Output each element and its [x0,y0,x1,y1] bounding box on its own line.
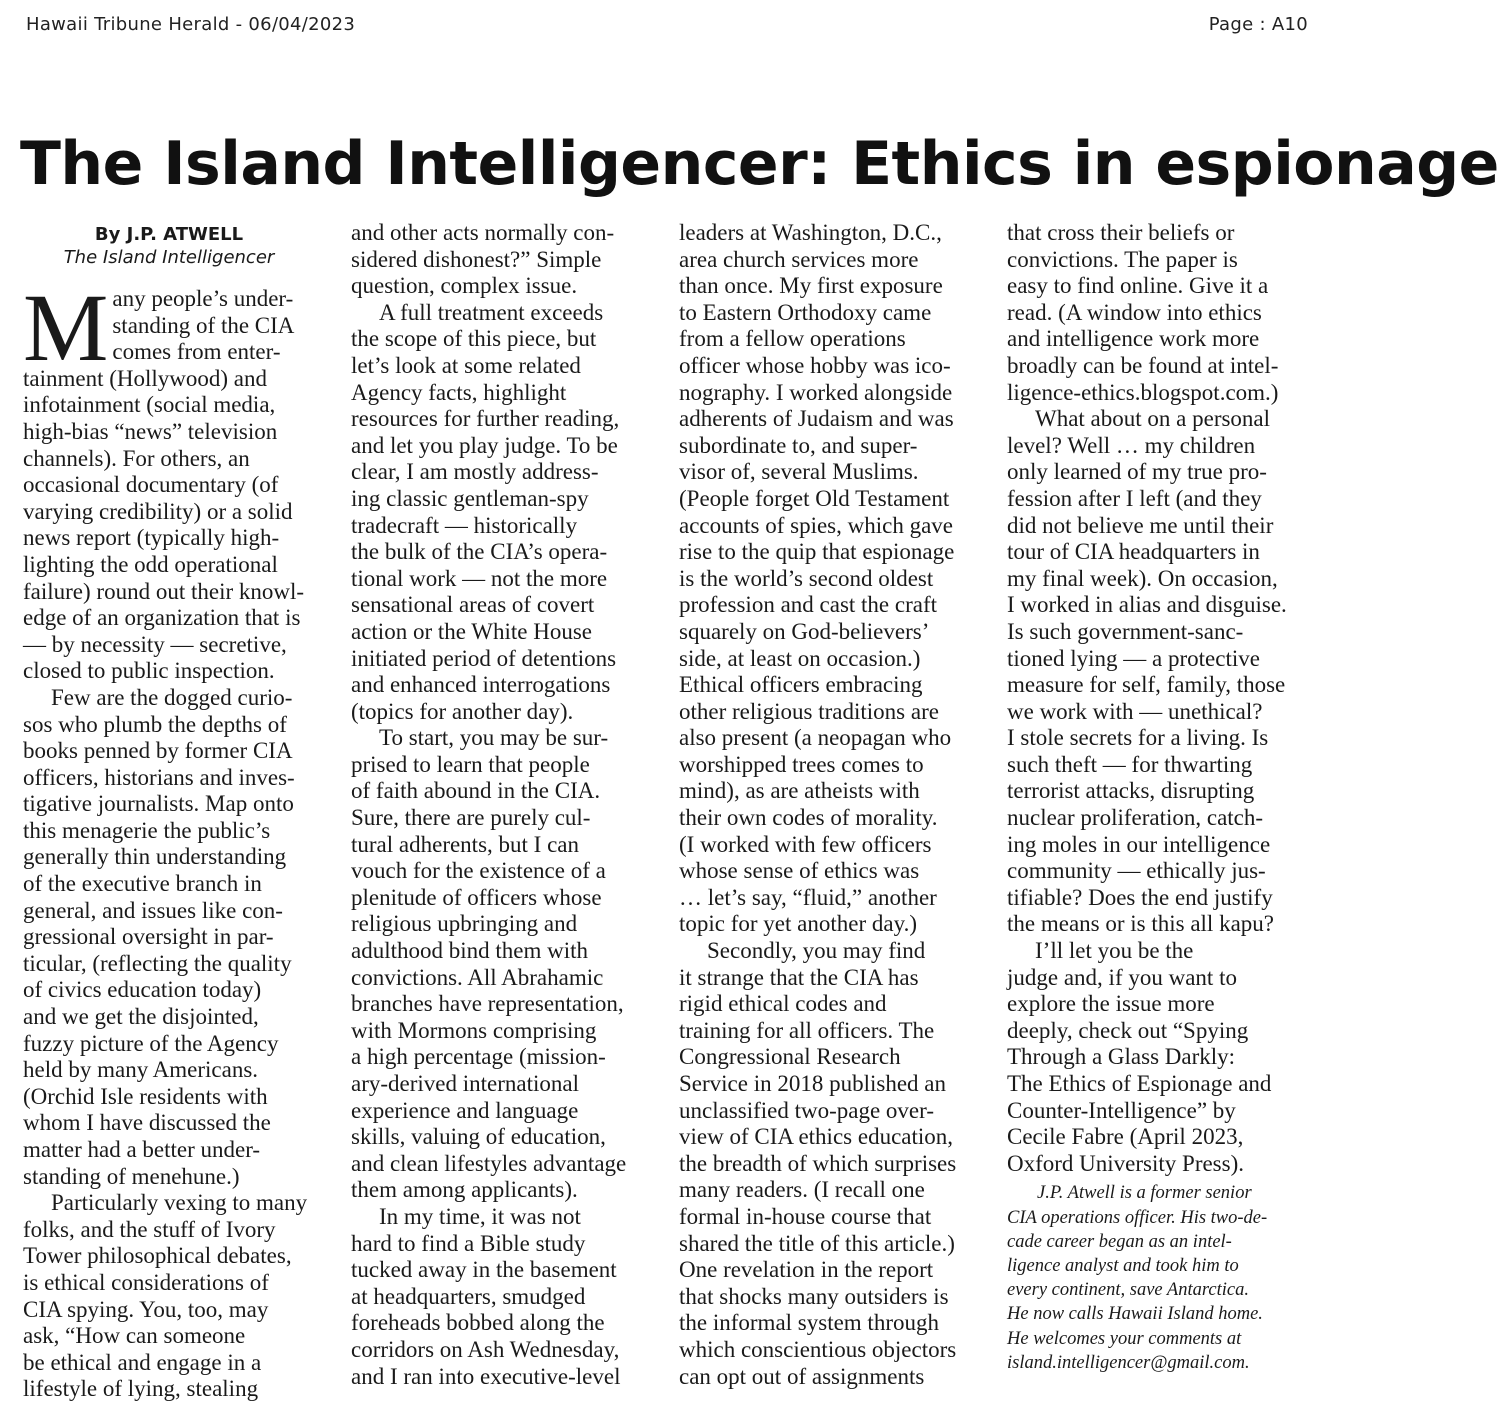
text-line: I stole secrets for a living. Is [1007,725,1269,751]
text-line: worshipped trees comes to [679,751,924,777]
text-line: explore the issue more [1007,991,1215,1017]
text-line: view of CIA ethics education, [679,1124,954,1150]
text-line: (topics for another day). [351,698,574,724]
text-line: to Eastern Orthodoxy came [679,299,932,325]
text-line: the informal system through [679,1310,939,1336]
text-line: failure) round out their knowl- [23,578,305,604]
text-line: side, at least on occasion.) [679,645,921,671]
text-line: occasional documentary (of [23,472,279,498]
text-line: tour of CIA headquarters in [1007,539,1260,565]
text-line: shared the title of this article.) [679,1230,955,1256]
text-line: adherents of Judaism and was [679,406,954,432]
text-line: rise to the quip that espionage [679,539,955,565]
text-line: many readers. (I recall one [679,1177,925,1203]
text-line: is ethical considerations of [23,1269,269,1295]
author-bio [1007,1181,1319,1375]
text-line: visor of, several Muslims. [679,459,919,485]
text-line: lighting the odd operational [23,551,278,577]
text-line: with Mormons comprising [351,1017,597,1043]
text-line: corridors on Ash Wednesday, [351,1336,620,1362]
text-line: matter had a better under- [23,1137,261,1162]
text-line: read. (A window into ethics [1007,299,1262,325]
text-line: vouch for the existence of a [351,858,606,884]
text-line: foreheads bobbed along the [351,1310,605,1336]
text-line: I’ll let you be the [1035,938,1194,964]
text-line: In my time, it was not [379,1203,581,1229]
text-line: convictions. All Abrahamic [351,964,604,990]
text-line: accounts of spies, which gave [679,512,954,538]
text-line: of faith abound in the CIA. [351,778,601,804]
drop-cap: M [23,274,109,381]
text-line: community — ethically jus- [1007,858,1266,884]
text-line: Particularly vexing to many [51,1190,308,1216]
text-line: Few are the dogged curio- [51,684,293,710]
text-line: and I ran into executive-level [351,1363,621,1389]
text-line: The Ethics of Espionage and [1007,1071,1272,1096]
bio-line: cade career began as an intel- [1007,1231,1232,1252]
text-line: sos who plumb the depths of [23,711,287,737]
text-line: the breadth of which surprises [679,1150,957,1176]
text-line: action or the White House [351,618,593,644]
page-number: Page : A10 [1208,14,1308,35]
text-line: clear, I am mostly address- [351,459,599,485]
text-line: ligence-ethics.blogspot.com.) [1007,379,1279,405]
text-line: topic for yet another day.) [679,911,917,937]
text-line: resources for further reading, [351,406,620,432]
text-line: and we get the disjointed, [23,1004,259,1030]
text-line: ticular, (reflecting the quality [23,950,292,976]
text-line: ask, “How can someone [23,1323,246,1349]
text-line: sidered dishonest?” Simple [351,246,602,272]
text-line: area church services more [679,246,919,272]
text-line: the scope of this piece, but [351,326,597,352]
text-line: — by necessity — secretive, [23,631,287,657]
text-line: general, and issues like con- [23,897,283,923]
text-line: news report (typically high- [23,525,280,551]
text-line: formal in-house course that [679,1203,932,1229]
text-line: ary-derived international [351,1071,579,1096]
text-line: easy to find online. Give it a [1007,273,1269,299]
text-line: Cecile Fabre (April 2023, [1007,1124,1244,1150]
text-line: high-bias “news” television [23,418,278,444]
text-line: (I worked with few officers [679,831,932,857]
text-line: their own codes of morality. [679,805,938,831]
text-line: and let you play judge. To be [351,432,618,458]
text-line: CIA spying. You, too, may [23,1296,269,1322]
text-line: What about on a personal [1035,406,1271,432]
text-line: other religious traditions are [679,698,939,724]
text-line: from a fellow operations [679,326,906,352]
text-line: edge of an organization that is [23,605,301,631]
text-line: initiated period of detentions [351,645,617,671]
column-1 [23,220,335,1403]
text-line: training for all officers. The [679,1017,935,1043]
publication-header: Hawaii Tribune Herald - 06/04/2023 [26,14,356,35]
text-line: Oxford University Press). [1007,1150,1244,1176]
text-line: Congressional Research [679,1044,901,1070]
text-line: did not believe me until their [1007,512,1274,538]
text-line: Is such government-sanc- [1007,618,1244,644]
text-line: skills, valuing of education, [351,1124,606,1150]
text-line: unclassified two-page over- [679,1097,934,1123]
text-line: branches have representation, [351,991,624,1017]
text-line: religious upbringing and [351,911,578,937]
text-line: we work with — unethical? [1007,698,1263,724]
text-line: convictions. The paper is [1007,246,1238,272]
text-line: tigative journalists. Map onto [23,791,294,817]
text-line: I worked in alias and disguise. [1007,592,1287,618]
bio-line: every continent, save Antarctica. [1007,1280,1249,1301]
text-line: ing moles in our intelligence [1007,831,1271,857]
text-line: (People forget Old Testament [679,485,950,511]
text-line: a high percentage (mission- [351,1044,606,1070]
text-line: judge and, if you want to [1007,964,1237,990]
text-line: measure for self, family, those [1007,672,1286,698]
column-2 [351,220,663,1390]
text-line: which conscientious objectors [679,1336,957,1362]
text-line: ing classic gentleman-spy [351,485,589,511]
text-line: lifestyle of lying, stealing [23,1376,259,1402]
text-line: tural adherents, but I can [351,831,579,857]
text-line: nography. I worked alongside [679,379,953,405]
text-line: Service in 2018 published an [679,1071,947,1096]
text-line: subordinate to, and super- [679,432,918,458]
text-line: (Orchid Isle residents with [23,1083,268,1109]
text-line: my final week). On occasion, [1007,565,1278,591]
text-line: profession and cast the craft [679,592,938,618]
text-line: whose sense of ethics was [679,858,920,884]
bio-line: He now calls Hawaii Island home. [1007,1304,1263,1325]
text-line: this menagerie the public’s [23,817,271,843]
text-line: of civics education today) [23,977,262,1003]
text-line: generally thin understanding [23,844,287,870]
bio-line: CIA operations officer. His two-de- [1007,1207,1268,1228]
text-line: A full treatment exceeds [379,299,604,325]
text-line: Counter-Intelligence” by [1007,1097,1236,1123]
text-line: level? Well … my children [1007,432,1256,458]
text-line: fuzzy picture of the Agency [23,1030,279,1056]
text-line: One revelation in the report [679,1257,934,1283]
text-line: and other acts normally con- [351,220,615,245]
text-line: officer whose hobby was ico- [679,352,951,378]
text-line: officers, historians and inves- [23,764,295,790]
text-line: Ethical officers embracing [679,672,923,698]
text-line: can opt out of assignments [679,1363,925,1389]
text-line: closed to public inspection. [23,658,275,684]
bio-line: island.intelligencer@gmail.com. [1007,1352,1250,1373]
text-line: rigid ethical codes and [679,991,887,1017]
text-line: sensational areas of covert [351,592,595,618]
text-line: and clean lifestyles advantage [351,1150,627,1176]
text-line: such theft — for thwarting [1007,751,1253,777]
text-line: held by many Americans. [23,1057,259,1083]
article-headline: The Island Intelligencer: Ethics in espionage [20,129,1499,199]
text-line: nuclear proliferation, catch- [1007,805,1264,831]
text-line: them among applicants). [351,1177,578,1203]
text-line: that shocks many outsiders is [679,1283,949,1309]
text-line: hard to find a Bible study [351,1230,586,1256]
text-line: of the executive branch in [23,871,262,897]
text-line: Agency facts, highlight [351,379,567,405]
text-line: terrorist attacks, disrupting [1007,778,1255,804]
text-line: tifiable? Does the end justify [1007,884,1273,910]
bio-line: ligence analyst and took him to [1007,1255,1239,1276]
text-line: books penned by former CIA [23,738,293,764]
text-line: leaders at Washington, D.C., [679,220,942,245]
text-line: varying credibility) or a solid [23,498,293,524]
text-line: and enhanced interrogations [351,672,611,698]
text-line: any people’s under- [112,286,294,311]
text-line: question, complex issue. [351,273,578,299]
text-line: adulthood bind them with [351,938,589,964]
text-line: broadly can be found at intel- [1007,352,1279,378]
byline-outlet: The Island Intelligencer [63,247,275,268]
text-line: comes from enter- [112,339,281,365]
text-line: Tower philosophical debates, [23,1243,292,1269]
text-line: tainment (Hollywood) and [23,365,268,391]
text-line: Through a Glass Darkly: [1007,1044,1236,1070]
text-line: tucked away in the basement [351,1257,617,1283]
text-line: let’s look at some related [351,352,581,378]
text-line: is the world’s second oldest [679,565,934,591]
text-line: experience and language [351,1097,579,1123]
text-line: it strange that the CIA has [679,964,919,990]
text-line: and intelligence work more [1007,326,1260,352]
text-line: standing of the CIA [112,312,295,338]
text-line: be ethical and engage in a [23,1349,262,1375]
text-line: also present (a neopagan who [679,725,952,751]
text-line: channels). For others, an [23,445,250,471]
text-line: deeply, check out “Spying [1007,1017,1249,1043]
text-line: fession after I left (and they [1007,485,1262,511]
text-line: squarely on God-believers’ [679,618,930,644]
text-line: folks, and the stuff of Ivory [23,1216,276,1242]
text-line: mind), as are atheists with [679,778,920,804]
text-line: than once. My first exposure [679,273,943,299]
text-line: standing of menehune.) [23,1163,240,1189]
text-line: Secondly, you may find [707,938,926,964]
text-line: whom I have discussed the [23,1110,271,1136]
text-line: … let’s say, “fluid,” another [679,884,937,910]
text-line: the bulk of the CIA’s opera- [351,539,608,565]
text-line: infotainment (social media, [23,392,276,418]
text-line: that cross their beliefs or [1007,220,1235,245]
text-line: Sure, there are purely cul- [351,805,591,831]
text-line: prised to learn that people [351,751,590,777]
text-line: tional work — not the more [351,565,608,591]
bio-line: J.P. Atwell is a former senior [1037,1183,1252,1204]
text-line: tioned lying — a protective [1007,645,1260,671]
byline-author: By J.P. ATWELL [94,224,244,245]
text-line: only learned of my true pro- [1007,459,1267,485]
text-line: To start, you may be sur- [379,725,609,751]
column-4 [1007,220,1319,1375]
text-line: plenitude of officers whose [351,884,602,910]
text-line: the means or is this all kapu? [1007,911,1274,937]
text-line: gressional oversight in par- [23,924,274,950]
column-3 [679,220,991,1390]
text-line: at headquarters, smudged [351,1283,586,1309]
bio-line: He welcomes your comments at [1007,1328,1242,1349]
text-line: tradecraft — historically [351,512,578,538]
